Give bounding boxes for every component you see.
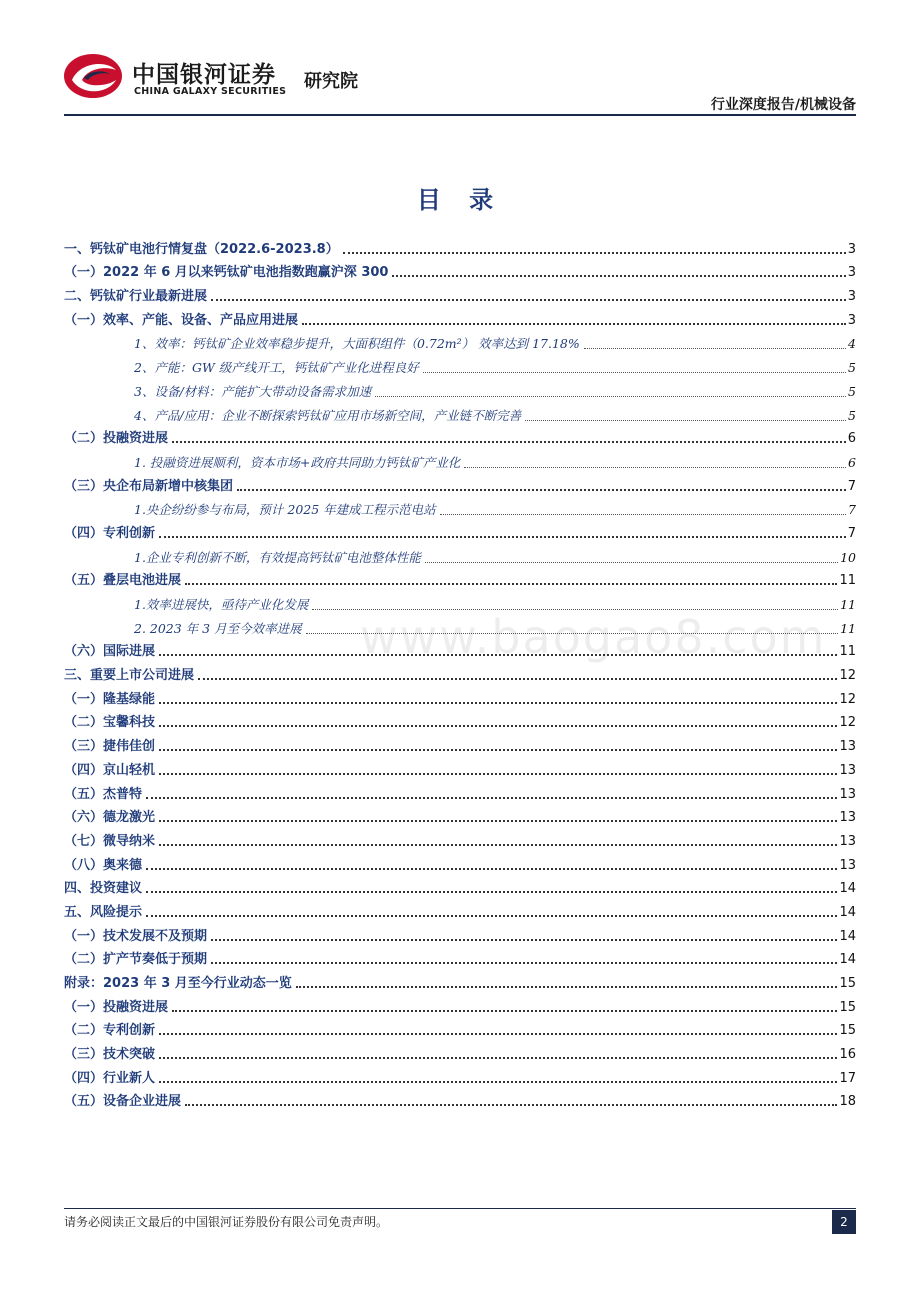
toc-leader-dots [159, 725, 837, 727]
toc-leader-dots [146, 891, 837, 893]
toc-entry-text: 三、重要上市公司进展 [64, 668, 195, 684]
toc-entry-text: 2、产能：GW 级产线开工，钙钛矿产业化进程良好 [134, 360, 419, 376]
table-of-contents [64, 234, 856, 1110]
toc-leader-dots [159, 1081, 837, 1083]
toc-entry-page: 12 [839, 715, 856, 731]
toc-entry[interactable] [64, 424, 856, 448]
toc-entry[interactable] [64, 779, 856, 803]
toc-entry[interactable] [64, 471, 856, 495]
toc-entry[interactable] [64, 660, 856, 684]
toc-entry-page: 11 [839, 644, 856, 660]
toc-entry-text: （三）央企布局新增中核集团 [64, 478, 234, 494]
toc-entry-page: 5 [848, 407, 856, 423]
toc-entry-text: 1.企业专利创新不断，有效提高钙钛矿电池整体性能 [134, 549, 421, 565]
toc-entry-text: （七）微导纳米 [64, 833, 156, 849]
toc-entry-text: （一）隆基绿能 [64, 691, 156, 707]
footer-disclaimer: 请务必阅读正文最后的中国银河证券股份有限公司免责声明。 [64, 1215, 389, 1229]
toc-entry[interactable] [64, 1087, 856, 1111]
toc-entry-page: 7 [848, 502, 856, 518]
toc-entry[interactable] [64, 542, 856, 566]
toc-entry[interactable] [64, 447, 856, 471]
toc-leader-dots [584, 348, 846, 349]
toc-entry-page: 15 [839, 976, 856, 991]
toc-entry-text: 附录：2023 年 3 月至今行业动态一览 [64, 976, 292, 991]
toc-entry-page: 4 [848, 336, 856, 352]
toc-entry-text: （五）叠层电池进展 [64, 573, 182, 589]
toc-entry-page: 13 [839, 762, 856, 778]
toc-entry[interactable] [64, 921, 856, 945]
toc-leader-dots [159, 820, 837, 822]
toc-leader-dots [306, 633, 839, 634]
toc-entry-text: （二）扩产节奏低于预期 [64, 952, 208, 968]
toc-entry-page: 11 [839, 573, 856, 589]
toc-entry[interactable] [64, 992, 856, 1016]
toc-leader-dots [159, 702, 837, 704]
toc-leader-dots [146, 915, 837, 917]
brand-name-en: CHINA GALAXY SECURITIES [134, 86, 287, 97]
toc-entry-page: 6 [847, 431, 856, 447]
toc-entry[interactable] [64, 874, 856, 898]
toc-entry[interactable] [64, 708, 856, 732]
toc-entry-text: 一、钙钛矿电池行情复盘（2022.6-2023.8） [64, 241, 339, 257]
toc-entry[interactable] [64, 305, 856, 329]
page-header [0, 0, 920, 120]
toc-entry-page: 15 [839, 1023, 856, 1039]
toc-leader-dots [159, 1057, 837, 1059]
toc-leader-dots [211, 939, 837, 941]
toc-entry-page: 14 [839, 952, 856, 968]
toc-entry-page: 13 [839, 739, 856, 755]
toc-entry[interactable] [64, 731, 856, 755]
toc-entry-page: 12 [839, 691, 856, 707]
toc-entry-page: 17 [839, 1070, 856, 1086]
toc-entry[interactable] [64, 1039, 856, 1063]
toc-entry-text: （二）专利创新 [64, 1023, 156, 1039]
toc-leader-dots [211, 299, 846, 301]
toc-entry-page: 5 [848, 383, 856, 399]
toc-entry-page: 7 [847, 478, 856, 494]
toc-leader-dots [159, 773, 837, 775]
toc-leader-dots [185, 1104, 837, 1106]
toc-leader-dots [159, 536, 846, 538]
toc-entry-text: （三）捷伟佳创 [64, 739, 156, 755]
toc-entry-text: （八）奥来德 [64, 857, 143, 873]
toc-leader-dots [146, 797, 837, 799]
toc-entry-text: 1、效率：钙钛矿企业效率稳步提升，大面积组件（0.72m²） 效率达到 17.18% [134, 336, 580, 352]
toc-entry-text: （五）杰普特 [64, 786, 143, 802]
toc-leader-dots [159, 844, 837, 846]
toc-leader-dots [312, 609, 838, 610]
brand-name-cn: 中国银河证券 [132, 62, 276, 88]
toc-entry[interactable] [64, 281, 856, 305]
toc-entry-text: （四）专利创新 [64, 525, 156, 541]
toc-leader-dots [343, 252, 846, 254]
toc-entry-page: 14 [839, 904, 856, 920]
toc-entry-text: （二）投融资进展 [64, 431, 169, 447]
toc-leader-dots [172, 441, 846, 443]
toc-entry-text: （一）2022 年 6 月以来钙钛矿电池指数跑赢沪深 300 [64, 265, 389, 281]
toc-entry-page: 3 [847, 265, 856, 281]
institute-label: 研究院 [304, 71, 358, 92]
toc-leader-dots [185, 583, 837, 585]
toc-entry-page: 11 [840, 620, 856, 636]
toc-entry-text: （二）宝馨科技 [64, 715, 156, 731]
toc-entry-page: 15 [839, 999, 856, 1015]
toc-leader-dots [375, 396, 846, 397]
toc-entry-text: （三）技术突破 [64, 1047, 156, 1063]
toc-entry-text: （一）技术发展不及预期 [64, 928, 208, 944]
toc-title: 目 录 [416, 185, 504, 214]
toc-entry-text: 1.效率进展快，亟待产业化发展 [134, 597, 309, 612]
toc-leader-dots [159, 1033, 837, 1035]
watermark: www.baogao8.com [360, 610, 827, 664]
toc-entry-text: （一）投融资进展 [64, 999, 169, 1015]
toc-entry-page: 16 [839, 1047, 856, 1063]
toc-entry-page: 13 [839, 810, 856, 826]
toc-entry[interactable] [64, 352, 856, 376]
toc-entry-page: 13 [839, 857, 856, 873]
toc-entry-text: 4、产品/应用：企业不断探索钙钛矿应用市场新空间，产业链不断完善 [134, 407, 522, 423]
toc-entry[interactable] [64, 518, 856, 542]
toc-leader-dots [464, 467, 846, 468]
toc-entry-page: 3 [847, 312, 856, 328]
report-category: 行业深度报告/机械设备 [710, 97, 856, 113]
toc-leader-dots [302, 323, 846, 325]
toc-entry-text: 3、设备/材料：产能扩大带动设备需求加速 [134, 383, 372, 399]
toc-entry[interactable] [64, 826, 856, 850]
toc-leader-dots [440, 514, 846, 515]
toc-entry-page: 10 [840, 549, 856, 565]
toc-entry-text: （六）国际进展 [64, 644, 156, 660]
toc-entry-page: 5 [848, 360, 856, 376]
toc-entry-page: 3 [847, 289, 856, 305]
toc-leader-dots [159, 749, 837, 751]
toc-entry-page: 11 [840, 597, 856, 612]
toc-entry-text: （四）行业新人 [64, 1070, 156, 1086]
toc-entry[interactable] [64, 613, 856, 637]
toc-entry[interactable] [64, 400, 856, 424]
toc-leader-dots [237, 489, 846, 491]
toc-entry-page: 13 [839, 786, 856, 802]
toc-entry-page: 3 [847, 241, 856, 257]
toc-entry[interactable] [64, 589, 856, 613]
toc-entry-page: 6 [848, 454, 856, 470]
toc-entry-text: 五、风险提示 [64, 904, 143, 920]
toc-entry[interactable] [64, 945, 856, 969]
toc-entry-text: （四）京山轻机 [64, 762, 156, 778]
toc-entry[interactable] [64, 1016, 856, 1040]
header-divider [64, 114, 856, 116]
toc-entry[interactable] [64, 850, 856, 874]
toc-entry-text: 1. 投融资进展顺利，资本市场+政府共同助力钙钛矿产业化 [134, 454, 461, 470]
toc-entry[interactable] [64, 803, 856, 827]
toc-entry[interactable] [64, 684, 856, 708]
toc-entry-text: 二、钙钛矿行业最新进展 [64, 289, 208, 305]
toc-entry-page: 12 [839, 668, 856, 684]
toc-entry[interactable] [64, 258, 856, 282]
toc-leader-dots [392, 275, 845, 277]
toc-entry[interactable] [64, 234, 856, 258]
toc-entry-page: 18 [839, 1094, 856, 1110]
toc-entry-text: 1.央企纷纷参与布局，预计 2025 年建成工程示范电站 [134, 502, 436, 518]
toc-entry[interactable] [64, 329, 856, 353]
toc-entry-page: 13 [839, 833, 856, 849]
toc-leader-dots [172, 1010, 837, 1012]
toc-leader-dots [425, 562, 838, 563]
toc-entry[interactable] [64, 495, 856, 519]
toc-leader-dots [423, 372, 846, 373]
toc-leader-dots [159, 654, 837, 656]
china-galaxy-logo-icon [62, 50, 124, 102]
toc-leader-dots [198, 678, 837, 680]
toc-entry[interactable] [64, 1063, 856, 1087]
page-number: 2 [832, 1210, 856, 1234]
toc-entry[interactable] [64, 376, 856, 400]
toc-leader-dots [146, 868, 837, 870]
footer-divider [64, 1208, 856, 1209]
toc-entry-text: （一）效率、产能、设备、产品应用进展 [64, 312, 299, 328]
toc-entry[interactable] [64, 755, 856, 779]
toc-leader-dots [211, 962, 837, 964]
toc-entry-page: 14 [839, 881, 856, 897]
toc-entry[interactable] [64, 637, 856, 661]
toc-entry-page: 7 [847, 525, 856, 541]
toc-entry-text: 2. 2023 年 3 月至今效率进展 [134, 620, 302, 636]
toc-entry-text: （六）德龙激光 [64, 810, 156, 826]
toc-entry-text: 四、投资建议 [64, 881, 143, 897]
toc-entry[interactable] [64, 566, 856, 590]
toc-entry[interactable] [64, 897, 856, 921]
toc-entry-page: 14 [839, 928, 856, 944]
toc-leader-dots [296, 986, 838, 988]
toc-leader-dots [525, 420, 846, 421]
toc-entry-text: （五）设备企业进展 [64, 1094, 182, 1110]
toc-entry[interactable] [64, 968, 856, 992]
